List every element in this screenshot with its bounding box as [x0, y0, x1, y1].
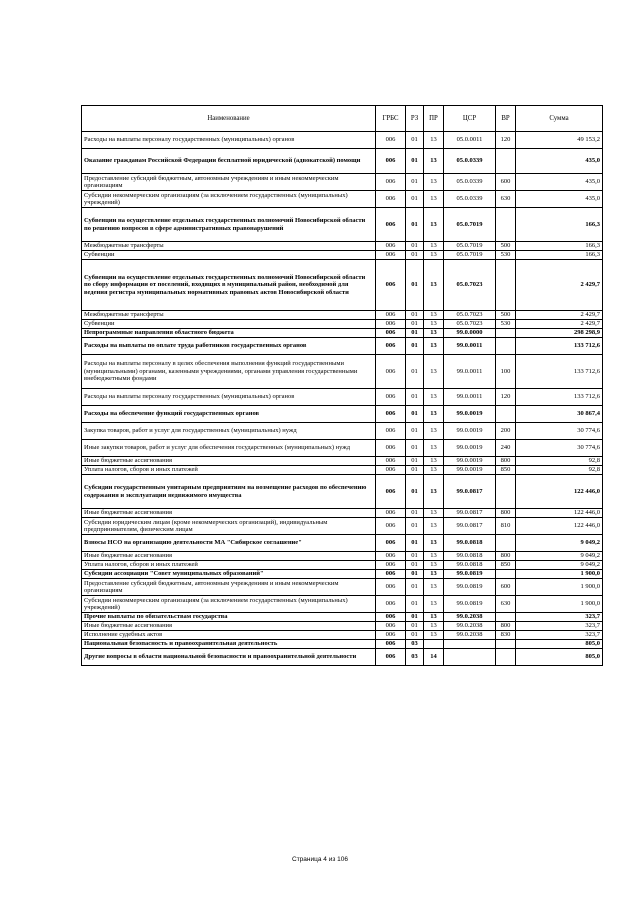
table-row [82, 251, 603, 260]
table-row [82, 355, 603, 389]
cell-grbs: 006 [376, 149, 406, 174]
cell-name: Субсидии юридическим лицам (кроме некоммерческих организаций), индивидуальным предпринимателям, физическим лицам [82, 518, 376, 535]
cell-grbs: 006 [376, 535, 406, 552]
cell-csr: 99.0.2038 [444, 613, 496, 622]
cell-pr: 13 [424, 132, 444, 149]
cell-rz: 01 [406, 457, 424, 466]
cell-csr: 99.0.0819 [444, 596, 496, 613]
cell-rz: 01 [406, 631, 424, 640]
cell-name: Расходы на выплаты по оплате труда работников государственных органов [82, 338, 376, 355]
cell-sum: 133 712,6 [516, 338, 603, 355]
cell-pr: 13 [424, 509, 444, 518]
cell-rz: 01 [406, 406, 424, 423]
cell-rz: 01 [406, 311, 424, 320]
cell-name: Субвенции на осуществление отдельных государственных полномочий Новосибирской области по решению вопросов в сфере административных правонарушений [82, 208, 376, 242]
cell-grbs: 006 [376, 242, 406, 251]
cell-name: Иные бюджетные ассигнования [82, 552, 376, 561]
cell-vr [496, 338, 516, 355]
cell-name: Субсидии некоммерческим организациям (за исключением государственных (муниципальных) учреждений) [82, 596, 376, 613]
cell-vr: 530 [496, 320, 516, 329]
cell-name: Уплата налогов, сборов и иных платежей [82, 466, 376, 475]
cell-rz: 01 [406, 561, 424, 570]
table-row [82, 406, 603, 423]
cell-vr: 630 [496, 191, 516, 208]
cell-csr: 99.0.0019 [444, 457, 496, 466]
cell-sum: 49 153,2 [516, 132, 603, 149]
cell-rz: 01 [406, 329, 424, 338]
table-row [82, 311, 603, 320]
cell-rz: 01 [406, 355, 424, 389]
cell-grbs: 006 [376, 191, 406, 208]
cell-grbs: 006 [376, 466, 406, 475]
cell-csr: 05.0.7023 [444, 260, 496, 311]
cell-name: Национальная безопасность и правоохранительная деятельность [82, 640, 376, 649]
cell-rz: 01 [406, 174, 424, 191]
cell-grbs: 006 [376, 423, 406, 440]
cell-rz: 01 [406, 242, 424, 251]
table-row [82, 329, 603, 338]
cell-rz: 01 [406, 251, 424, 260]
cell-pr: 13 [424, 613, 444, 622]
cell-vr [496, 149, 516, 174]
cell-vr: 800 [496, 457, 516, 466]
cell-csr: 99.0.0000 [444, 329, 496, 338]
cell-pr: 13 [424, 320, 444, 329]
cell-pr: 13 [424, 622, 444, 631]
cell-csr: 99.0.0818 [444, 535, 496, 552]
cell-rz: 01 [406, 260, 424, 311]
cell-pr: 13 [424, 242, 444, 251]
cell-vr [496, 208, 516, 242]
cell-name: Непрограммные направления областного бюджета [82, 329, 376, 338]
cell-pr: 13 [424, 535, 444, 552]
cell-pr: 13 [424, 552, 444, 561]
cell-csr [444, 649, 496, 666]
cell-rz: 01 [406, 208, 424, 242]
cell-vr [496, 649, 516, 666]
cell-name: Субсидии некоммерческим организациям (за исключением государственных (муниципальных) учреждений) [82, 191, 376, 208]
table-row [82, 579, 603, 596]
cell-pr: 13 [424, 174, 444, 191]
cell-pr: 13 [424, 631, 444, 640]
cell-sum: 166,3 [516, 208, 603, 242]
cell-name: Межбюджетные трансферты [82, 311, 376, 320]
cell-sum: 1 900,0 [516, 596, 603, 613]
cell-csr: 99.0.0819 [444, 570, 496, 579]
cell-sum: 122 446,0 [516, 475, 603, 509]
cell-pr: 13 [424, 311, 444, 320]
cell-sum: 435,0 [516, 149, 603, 174]
table-row [82, 149, 603, 174]
header-vr: ВР [496, 106, 516, 132]
cell-vr [496, 475, 516, 509]
cell-sum: 30 774,6 [516, 440, 603, 457]
cell-vr [496, 570, 516, 579]
cell-pr: 13 [424, 457, 444, 466]
cell-pr: 13 [424, 338, 444, 355]
table-row [82, 596, 603, 613]
cell-grbs: 006 [376, 509, 406, 518]
cell-csr: 99.0.0011 [444, 355, 496, 389]
cell-csr: 99.0.2038 [444, 622, 496, 631]
cell-grbs: 006 [376, 579, 406, 596]
cell-grbs: 006 [376, 260, 406, 311]
cell-name: Расходы на выплаты персоналу в целях обеспечения выполнения функций государственными (муниципальными) органами, казенными учреждениями, органами управления государственными внебюджетными фондами [82, 355, 376, 389]
cell-grbs: 006 [376, 355, 406, 389]
table-row [82, 561, 603, 570]
cell-grbs: 006 [376, 320, 406, 329]
cell-name: Иные бюджетные ассигнования [82, 622, 376, 631]
cell-vr: 850 [496, 561, 516, 570]
cell-pr: 13 [424, 191, 444, 208]
cell-vr: 600 [496, 579, 516, 596]
cell-grbs: 006 [376, 649, 406, 666]
cell-sum: 92,8 [516, 457, 603, 466]
cell-csr: 99.0.0019 [444, 466, 496, 475]
cell-grbs: 006 [376, 640, 406, 649]
cell-pr: 13 [424, 518, 444, 535]
cell-name: Субвенции [82, 251, 376, 260]
table-row [82, 338, 603, 355]
cell-grbs: 006 [376, 631, 406, 640]
table-row [82, 631, 603, 640]
cell-name: Оказание гражданам Российской Федерации бесплатной юридической (адвокатской) помощи [82, 149, 376, 174]
header-grbs: ГРБС [376, 106, 406, 132]
cell-grbs: 006 [376, 457, 406, 466]
cell-name: Закупка товаров, работ и услуг для государственных (муниципальных) нужд [82, 423, 376, 440]
cell-rz: 01 [406, 132, 424, 149]
cell-name: Уплата налогов, сборов и иных платежей [82, 561, 376, 570]
cell-sum: 9 049,2 [516, 561, 603, 570]
cell-sum: 92,8 [516, 466, 603, 475]
cell-csr: 05.0.7019 [444, 242, 496, 251]
header-csr: ЦСР [444, 106, 496, 132]
cell-grbs: 006 [376, 596, 406, 613]
cell-rz: 01 [406, 613, 424, 622]
cell-name: Иные закупки товаров, работ и услуг для обеспечения государственных (муниципальных) нужд [82, 440, 376, 457]
cell-vr [496, 260, 516, 311]
cell-pr: 13 [424, 570, 444, 579]
table-row [82, 242, 603, 251]
table-row [82, 570, 603, 579]
cell-csr: 99.0.0819 [444, 579, 496, 596]
cell-csr: 99.0.0818 [444, 561, 496, 570]
cell-grbs: 006 [376, 622, 406, 631]
table-row [82, 552, 603, 561]
cell-grbs: 006 [376, 208, 406, 242]
cell-name: Прочие выплаты по обязательствам государства [82, 613, 376, 622]
cell-csr: 05.0.7023 [444, 311, 496, 320]
cell-grbs: 006 [376, 518, 406, 535]
cell-sum: 9 049,2 [516, 535, 603, 552]
cell-sum: 435,0 [516, 174, 603, 191]
cell-csr: 99.0.0011 [444, 389, 496, 406]
cell-rz: 01 [406, 440, 424, 457]
cell-rz: 01 [406, 338, 424, 355]
cell-sum: 1 900,0 [516, 570, 603, 579]
cell-vr: 830 [496, 631, 516, 640]
cell-sum: 166,3 [516, 251, 603, 260]
cell-grbs: 006 [376, 552, 406, 561]
cell-vr: 500 [496, 242, 516, 251]
table-row [82, 475, 603, 509]
cell-pr: 13 [424, 251, 444, 260]
cell-name: Иные бюджетные ассигнования [82, 457, 376, 466]
table-row [82, 457, 603, 466]
cell-name: Предоставление субсидий бюджетным, автономным учреждениям и иным некоммерческим организациям [82, 174, 376, 191]
cell-sum: 805,0 [516, 640, 603, 649]
cell-pr: 13 [424, 423, 444, 440]
cell-rz: 01 [406, 570, 424, 579]
page-number: Страница 4 из 106 [292, 856, 348, 863]
cell-rz: 01 [406, 389, 424, 406]
cell-sum: 1 900,0 [516, 579, 603, 596]
cell-grbs: 006 [376, 389, 406, 406]
table-header-row [82, 106, 603, 132]
cell-vr: 500 [496, 311, 516, 320]
cell-vr: 800 [496, 509, 516, 518]
cell-name: Субсидии ассоциации "Совет муниципальных образований" [82, 570, 376, 579]
cell-grbs: 006 [376, 406, 406, 423]
cell-csr: 05.0.7023 [444, 320, 496, 329]
cell-vr: 120 [496, 389, 516, 406]
cell-csr: 05.0.7019 [444, 251, 496, 260]
table-row [82, 466, 603, 475]
cell-grbs: 006 [376, 570, 406, 579]
cell-csr: 99.0.2038 [444, 631, 496, 640]
table-row [82, 191, 603, 208]
table-row [82, 518, 603, 535]
cell-vr [496, 640, 516, 649]
table-row [82, 208, 603, 242]
cell-pr: 13 [424, 406, 444, 423]
cell-rz: 01 [406, 535, 424, 552]
cell-csr: 05.0.0339 [444, 174, 496, 191]
cell-csr: 99.0.0019 [444, 423, 496, 440]
header-name: Наименование [82, 106, 376, 132]
cell-name: Другие вопросы в области национальной безопасности и правоохранительной деятельности [82, 649, 376, 666]
cell-vr [496, 329, 516, 338]
cell-sum: 122 446,0 [516, 509, 603, 518]
cell-vr: 630 [496, 596, 516, 613]
cell-vr: 600 [496, 174, 516, 191]
cell-vr: 200 [496, 423, 516, 440]
table-row [82, 260, 603, 311]
cell-name: Межбюджетные трансферты [82, 242, 376, 251]
cell-csr: 05.0.0339 [444, 149, 496, 174]
cell-rz: 01 [406, 475, 424, 509]
cell-vr: 850 [496, 466, 516, 475]
cell-csr: 99.0.0817 [444, 475, 496, 509]
cell-pr: 13 [424, 579, 444, 596]
cell-vr [496, 613, 516, 622]
table-row [82, 389, 603, 406]
table-row [82, 649, 603, 666]
cell-rz: 01 [406, 509, 424, 518]
cell-grbs: 006 [376, 338, 406, 355]
table-row [82, 509, 603, 518]
cell-sum: 298 298,9 [516, 329, 603, 338]
table-row [82, 320, 603, 329]
cell-name: Расходы на выплаты персоналу государственных (муниципальных) органов [82, 132, 376, 149]
cell-rz: 01 [406, 423, 424, 440]
header-rz: РЗ [406, 106, 424, 132]
cell-grbs: 006 [376, 174, 406, 191]
cell-sum: 2 429,7 [516, 311, 603, 320]
cell-rz: 01 [406, 552, 424, 561]
cell-name: Иные бюджетные ассигнования [82, 509, 376, 518]
cell-csr [444, 640, 496, 649]
cell-pr: 13 [424, 389, 444, 406]
cell-pr: 13 [424, 260, 444, 311]
cell-rz: 03 [406, 640, 424, 649]
cell-rz: 01 [406, 320, 424, 329]
table-row [82, 613, 603, 622]
cell-name: Взносы НСО на организацию деятельности МА "Сибирское соглашение" [82, 535, 376, 552]
cell-rz: 01 [406, 518, 424, 535]
cell-grbs: 006 [376, 561, 406, 570]
cell-pr [424, 640, 444, 649]
table-row [82, 640, 603, 649]
table-row [82, 423, 603, 440]
cell-sum: 323,7 [516, 613, 603, 622]
cell-grbs: 006 [376, 311, 406, 320]
cell-pr: 13 [424, 149, 444, 174]
cell-csr: 05.0.7019 [444, 208, 496, 242]
cell-pr: 13 [424, 466, 444, 475]
cell-pr: 13 [424, 475, 444, 509]
cell-sum: 30 867,4 [516, 406, 603, 423]
cell-name: Субсидии государственным унитарным предприятиям на возмещение расходов по обеспечению содержания и эксплуатации недвижимого имущества [82, 475, 376, 509]
cell-csr: 99.0.0019 [444, 406, 496, 423]
cell-grbs: 006 [376, 475, 406, 509]
cell-vr [496, 406, 516, 423]
budget-table [81, 105, 603, 666]
cell-sum: 9 049,2 [516, 552, 603, 561]
cell-sum: 323,7 [516, 622, 603, 631]
cell-sum: 435,0 [516, 191, 603, 208]
table-row [82, 622, 603, 631]
cell-sum: 166,3 [516, 242, 603, 251]
cell-rz: 03 [406, 649, 424, 666]
cell-vr: 240 [496, 440, 516, 457]
cell-rz: 01 [406, 149, 424, 174]
header-sum: Сумма [516, 106, 603, 132]
cell-grbs: 006 [376, 329, 406, 338]
cell-pr: 13 [424, 329, 444, 338]
cell-sum: 133 712,6 [516, 355, 603, 389]
cell-name: Исполнение судебных актов [82, 631, 376, 640]
cell-rz: 01 [406, 466, 424, 475]
header-pr: ПР [424, 106, 444, 132]
table-row [82, 132, 603, 149]
cell-csr: 05.0.0339 [444, 191, 496, 208]
cell-pr: 13 [424, 355, 444, 389]
cell-csr: 05.0.0011 [444, 132, 496, 149]
cell-pr: 13 [424, 208, 444, 242]
cell-vr: 530 [496, 251, 516, 260]
cell-pr: 14 [424, 649, 444, 666]
cell-rz: 01 [406, 579, 424, 596]
cell-vr: 800 [496, 552, 516, 561]
cell-rz: 01 [406, 596, 424, 613]
cell-name: Субвенции [82, 320, 376, 329]
cell-sum: 2 429,7 [516, 320, 603, 329]
cell-sum: 133 712,6 [516, 389, 603, 406]
cell-csr: 99.0.0817 [444, 518, 496, 535]
cell-pr: 13 [424, 561, 444, 570]
cell-csr: 99.0.0011 [444, 338, 496, 355]
table-row [82, 174, 603, 191]
cell-name: Предоставление субсидий бюджетным, автономным учреждениям и иным некоммерческим организациям [82, 579, 376, 596]
table-row [82, 535, 603, 552]
cell-vr: 120 [496, 132, 516, 149]
cell-grbs: 006 [376, 132, 406, 149]
cell-rz: 01 [406, 622, 424, 631]
cell-pr: 13 [424, 596, 444, 613]
cell-sum: 805,0 [516, 649, 603, 666]
cell-sum: 323,7 [516, 631, 603, 640]
cell-sum: 122 446,0 [516, 518, 603, 535]
cell-vr: 100 [496, 355, 516, 389]
cell-sum: 2 429,7 [516, 260, 603, 311]
cell-grbs: 006 [376, 251, 406, 260]
cell-name: Расходы на выплаты персоналу государственных (муниципальных) органов [82, 389, 376, 406]
cell-vr [496, 535, 516, 552]
cell-csr: 99.0.0818 [444, 552, 496, 561]
cell-sum: 30 774,6 [516, 423, 603, 440]
cell-csr: 99.0.0817 [444, 509, 496, 518]
cell-vr: 800 [496, 622, 516, 631]
cell-grbs: 006 [376, 440, 406, 457]
cell-name: Субвенции на осуществление отдельных государственных полномочий Новосибирской области по сбору информации от поселений, входящих в муниципальный район, необходимой для ведения регистра муниципальных нормативных правовых актов Новосибирской области [82, 260, 376, 311]
cell-rz: 01 [406, 191, 424, 208]
cell-csr: 99.0.0019 [444, 440, 496, 457]
cell-vr: 810 [496, 518, 516, 535]
table-row [82, 440, 603, 457]
cell-grbs: 006 [376, 613, 406, 622]
cell-name: Расходы на обеспечение функций государственных органов [82, 406, 376, 423]
cell-pr: 13 [424, 440, 444, 457]
